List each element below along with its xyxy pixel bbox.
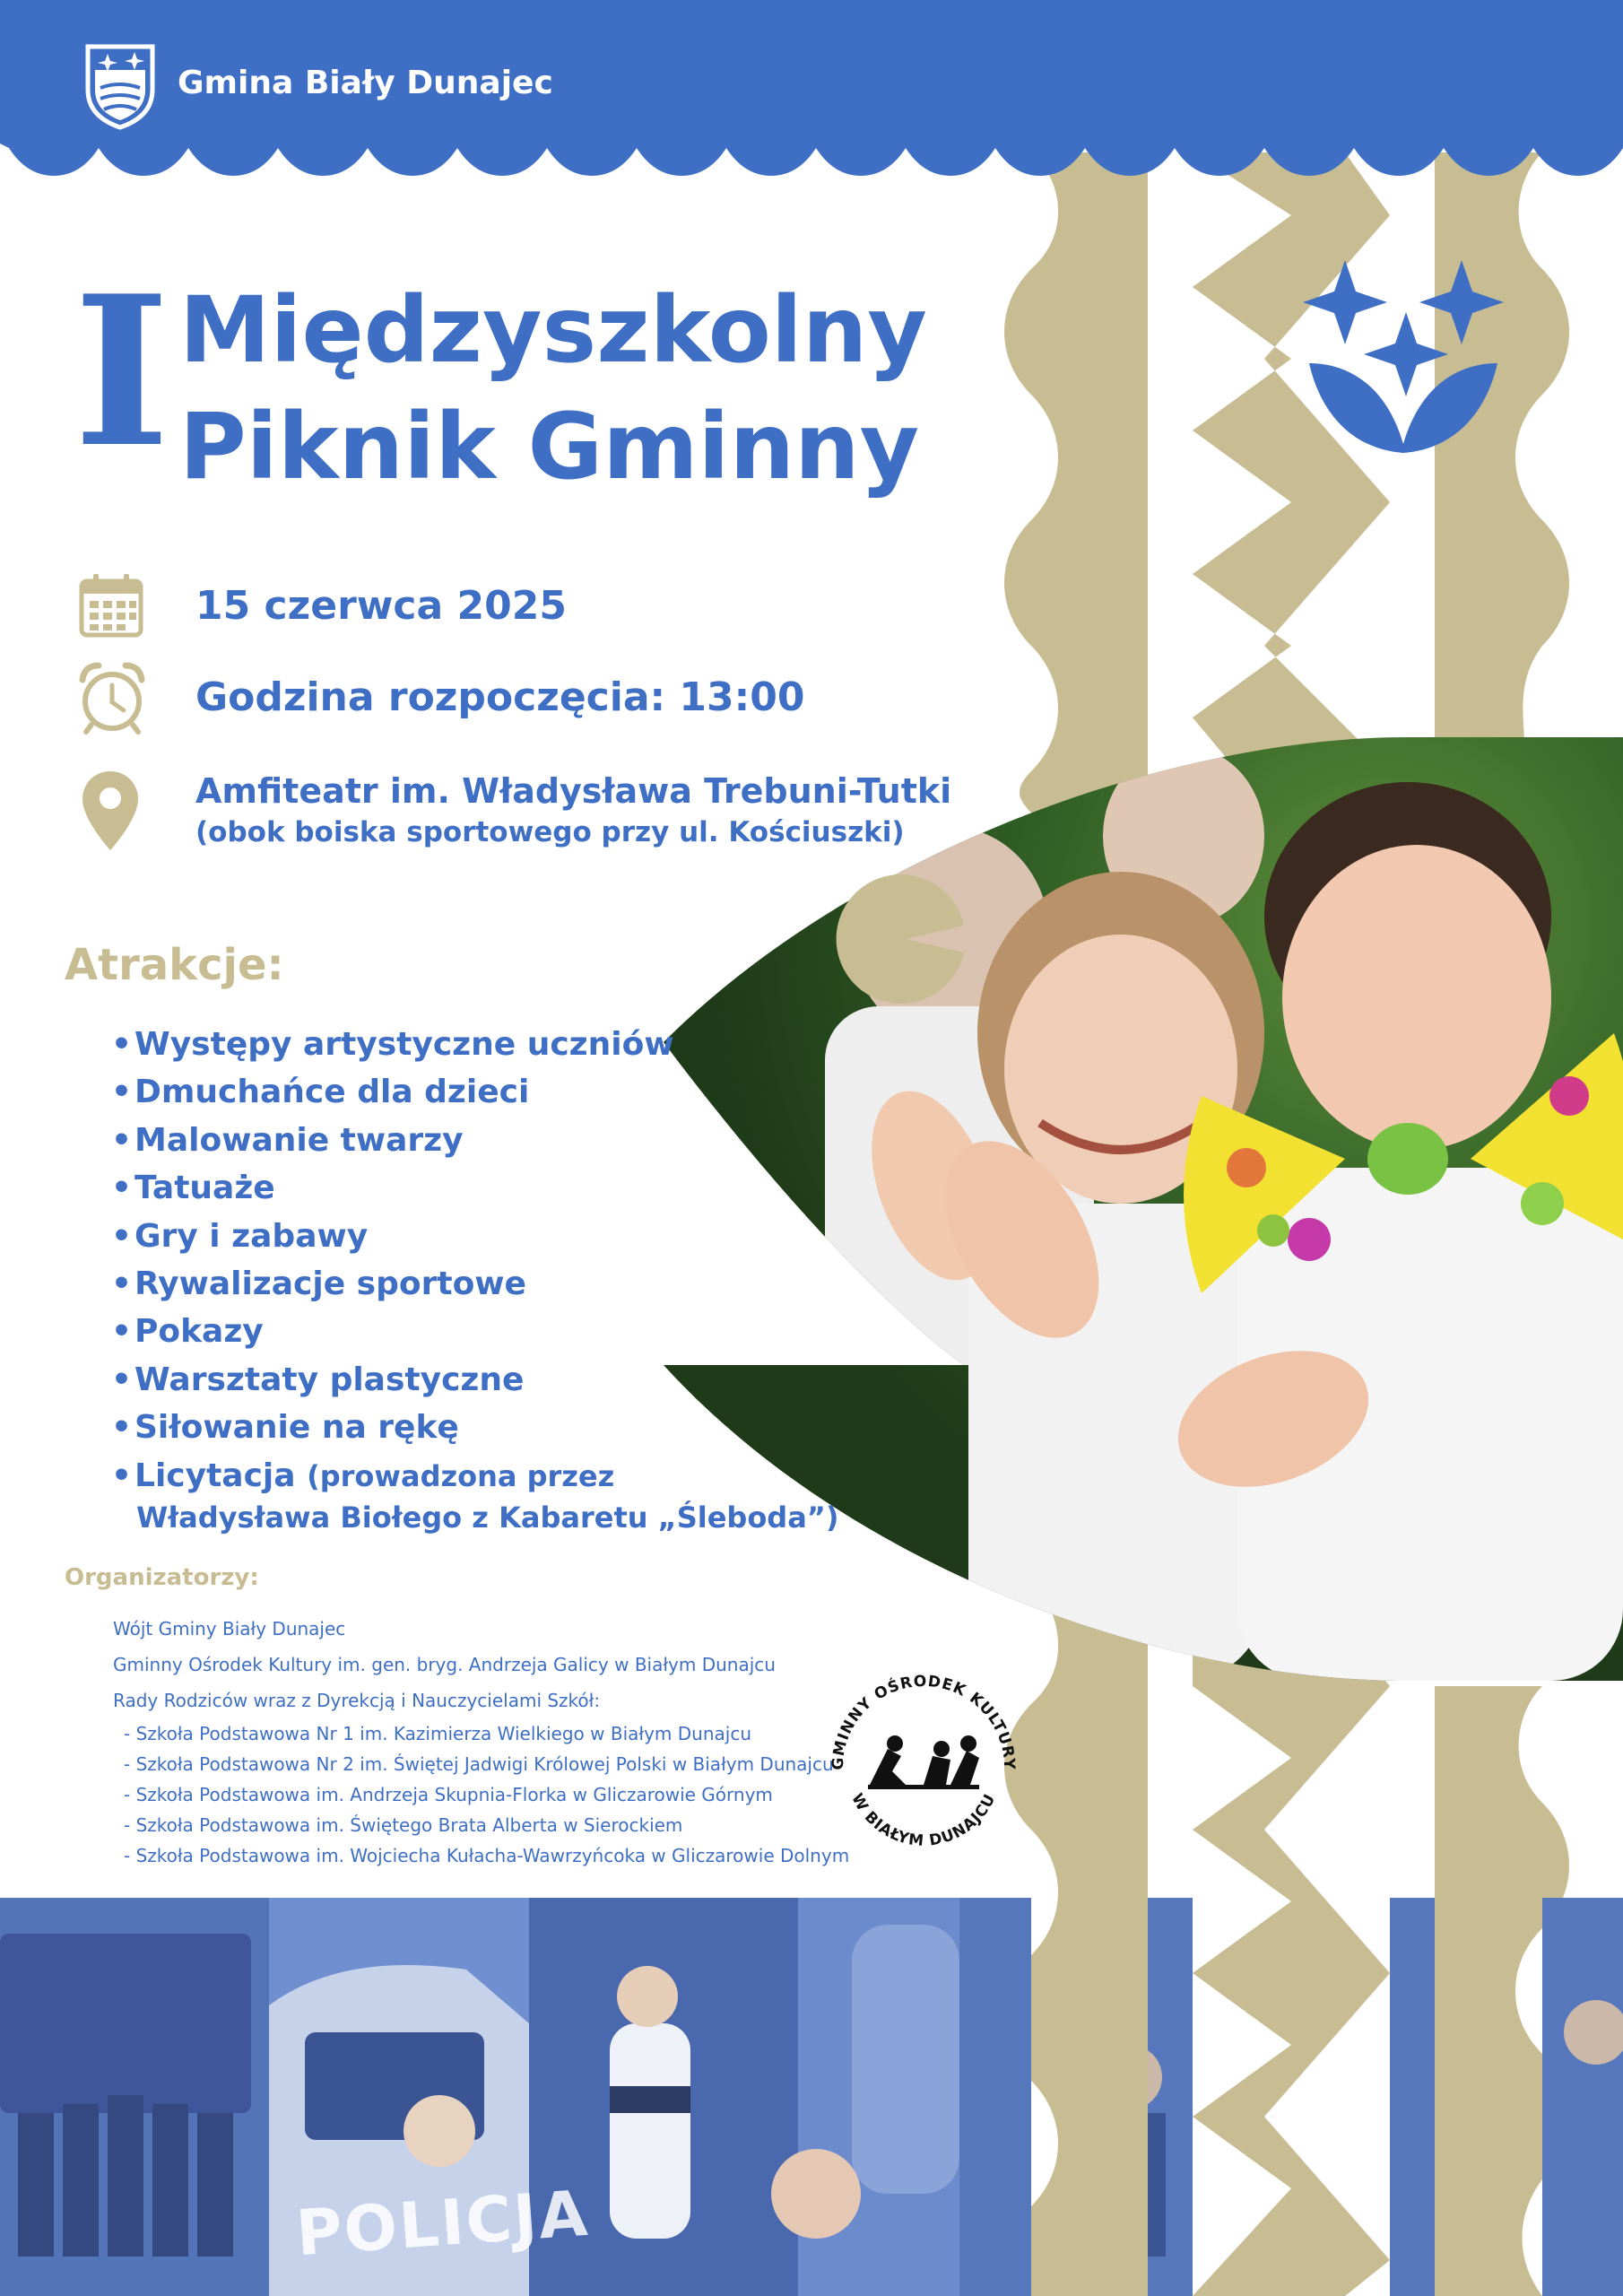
list-item: - Szkoła Podstawowa Nr 2 im. Świętej Jadwigi Królowej Polski w Białym Dunajcu <box>124 1753 834 1775</box>
list-item: •Warsztaty plastyczne <box>111 1361 525 1398</box>
page-title-line-2: Piknik Gminny <box>179 394 920 500</box>
cultural-center-logo <box>816 1650 1031 1866</box>
alarm-clock-icon <box>75 660 149 735</box>
event-venue: Amfiteatr im. Władysława Trebuni-Tutki <box>195 771 952 811</box>
list-item: •Malowanie twarzy <box>111 1121 464 1159</box>
calendar-icon <box>79 572 143 639</box>
edition-numeral: I <box>74 251 170 493</box>
svg-text:GMINNY OŚRODEK KULTURY <box>829 1673 1018 1770</box>
list-item-auction: •Licytacja (prowadzona przez Władysława Biołego z Kabaretu „Śleboda”) <box>111 1457 839 1535</box>
logo-top-text: GMINNY OŚRODEK KULTURY <box>829 1672 1019 1770</box>
folk-musicians-icon <box>868 1735 979 1789</box>
page-title-line-1: Międzyszkolny <box>179 277 927 384</box>
list-item: Gminny Ośrodek Kultury im. gen. bryg. Andrzeja Galicy w Białym Dunajcu <box>113 1654 776 1675</box>
municipality-name: Gmina Biały Dunajec <box>178 65 553 101</box>
event-date: 15 czerwca 2025 <box>195 583 567 629</box>
list-item: •Siłowanie na rękę <box>111 1409 459 1447</box>
photo-collage-strip <box>0 1898 1623 2296</box>
list-item: Rady Rodziców wraz z Dyrekcją i Nauczycielami Szkół: <box>113 1690 601 1711</box>
event-venue-note: (obok boiska sportowego przy ul. Kościuszki) <box>195 816 905 848</box>
list-item: •Tatuaże <box>111 1170 275 1207</box>
list-item: - Szkoła Podstawowa im. Wojciecha Kułacha-Wawrzyńcoka w Gliczarowie Dolnym <box>124 1845 850 1866</box>
list-item: •Rywalizacje sportowe <box>111 1265 526 1302</box>
organizers-heading: Organizatorzy: <box>65 1564 259 1591</box>
list-item: •Pokazy <box>111 1313 264 1351</box>
event-start-time: Godzina rozpoczęcia: 13:00 <box>195 674 805 720</box>
map-pin-icon <box>81 770 140 852</box>
list-item: - Szkoła Podstawowa im. Świętego Brata Alberta w Sierockiem <box>124 1814 683 1836</box>
list-item: - Szkoła Podstawowa Nr 1 im. Kazimierza Wielkiego w Białym Dunajcu <box>124 1723 751 1744</box>
list-item: •Gry i zabawy <box>111 1217 369 1255</box>
svg-text:W BIAŁYM DUNAJCU <box>847 1791 999 1850</box>
list-item: - Szkoła Podstawowa im. Andrzeja Skupnia-Florka w Gliczarowie Górnym <box>124 1784 773 1805</box>
attractions-list <box>111 1021 838 1538</box>
list-item: •Występy artystyczne uczniów <box>111 1026 674 1063</box>
list-item: •Dmuchańce dla dzieci <box>111 1074 530 1111</box>
list-item: Wójt Gminy Biały Dunajec <box>113 1618 346 1639</box>
police-car-label: POLICJA <box>293 2176 592 2271</box>
logo-bottom-text: W BIAŁYM DUNAJCU <box>847 1790 1000 1851</box>
organizers-list <box>113 1611 849 1871</box>
attractions-heading: Atrakcje: <box>65 940 284 990</box>
